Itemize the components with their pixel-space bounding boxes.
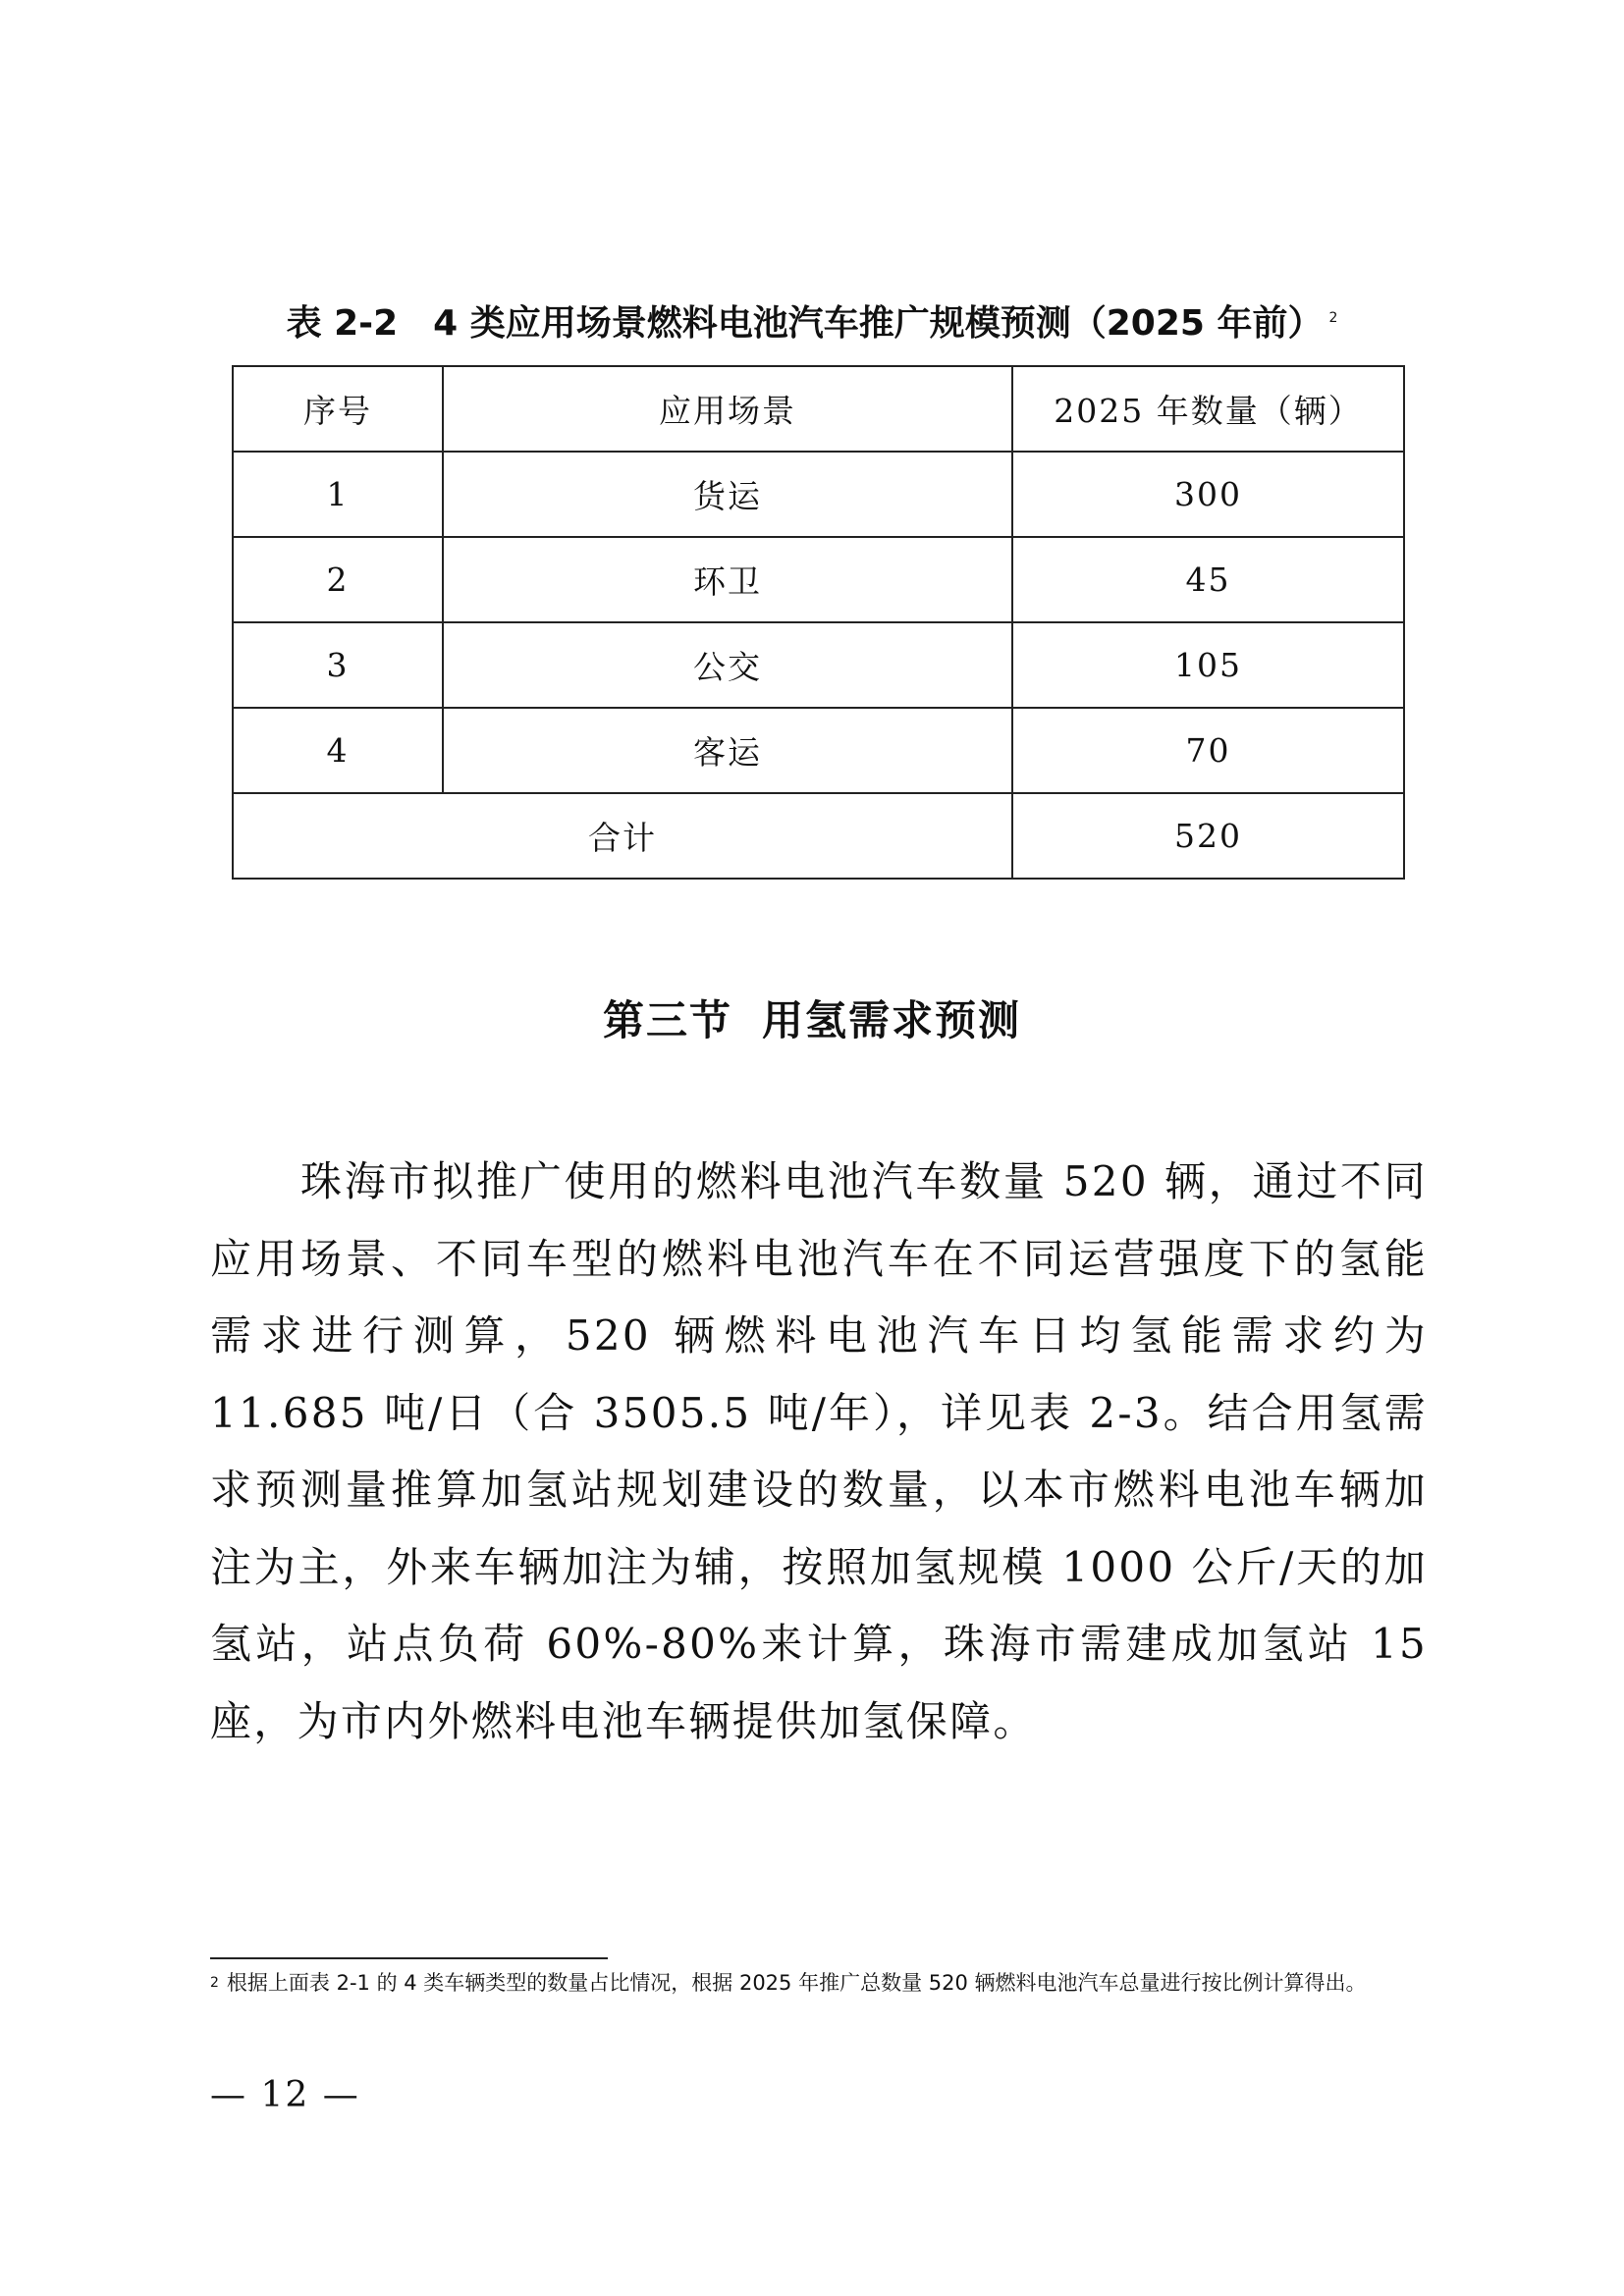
- table-row: [233, 537, 1404, 622]
- section-heading: [0, 982, 1624, 1060]
- footnote-mark: 2: [210, 1975, 219, 1991]
- footnote-divider: [210, 1957, 608, 1959]
- section-number: 第三节: [602, 996, 732, 1044]
- table-row: [233, 452, 1404, 537]
- section-title: 用氢需求预测: [762, 996, 1022, 1044]
- table-total-row: [233, 793, 1404, 879]
- header-cell-scene: 应用场景: [443, 366, 1012, 452]
- table-row: [233, 622, 1404, 708]
- body-paragraph: 珠海市拟推广使用的燃料电池汽车数量 520 辆，通过不同应用场景、不同车型的燃料电池汽车在不同运营强度下的氢能需求进行测算，520 辆燃料电池汽车日均氢能需求约为 11.685 吨/日（合 3505.5 吨/年），详见表 2-3。结合用氢需求预测量推算加氢站规划建设的数量，以本市燃料电池车辆加注为主，外来车辆加注为辅，按照加氢规模 1000 公斤/天的加氢站，站点负荷 60%-80%来计算，珠海市需建成加氢站 15 座，为市内外燃料电池车辆提供加氢保障。: [210, 1157, 1428, 1745]
- table-row: [233, 708, 1404, 793]
- table-title: 4 类应用场景燃料电池汽车推广规模预测（2025 年前）: [433, 303, 1324, 344]
- total-count: 520: [1012, 793, 1404, 879]
- cell-count: 70: [1012, 708, 1404, 793]
- cell-index: 4: [233, 708, 443, 793]
- total-label: 合计: [233, 793, 1012, 879]
- header-cell-count: 2025 年数量（辆）: [1012, 366, 1404, 452]
- table-header-row: [233, 366, 1404, 452]
- table-caption: [0, 294, 1624, 353]
- cell-index: 3: [233, 622, 443, 708]
- cell-scene: 公交: [443, 622, 1012, 708]
- footnote-reference: 2: [1328, 310, 1338, 326]
- footnote-text: 根据上面表 2-1 的 4 类车辆类型的数量占比情况，根据 2025 年推广总数量 520 辆燃料电池汽车总量进行按比例计算得出。: [226, 1971, 1367, 1995]
- cell-count: 105: [1012, 622, 1404, 708]
- page-number: — 12 —: [210, 2075, 360, 2115]
- cell-count: 45: [1012, 537, 1404, 622]
- table-number: 表 2-2: [286, 303, 399, 344]
- header-cell-index: 序号: [233, 366, 443, 452]
- cell-scene: 货运: [443, 452, 1012, 537]
- cell-scene: 客运: [443, 708, 1012, 793]
- cell-scene: 环卫: [443, 537, 1012, 622]
- forecast-table: [232, 365, 1405, 880]
- cell-index: 1: [233, 452, 443, 537]
- footnote: [210, 1967, 1428, 2000]
- cell-index: 2: [233, 537, 443, 622]
- cell-count: 300: [1012, 452, 1404, 537]
